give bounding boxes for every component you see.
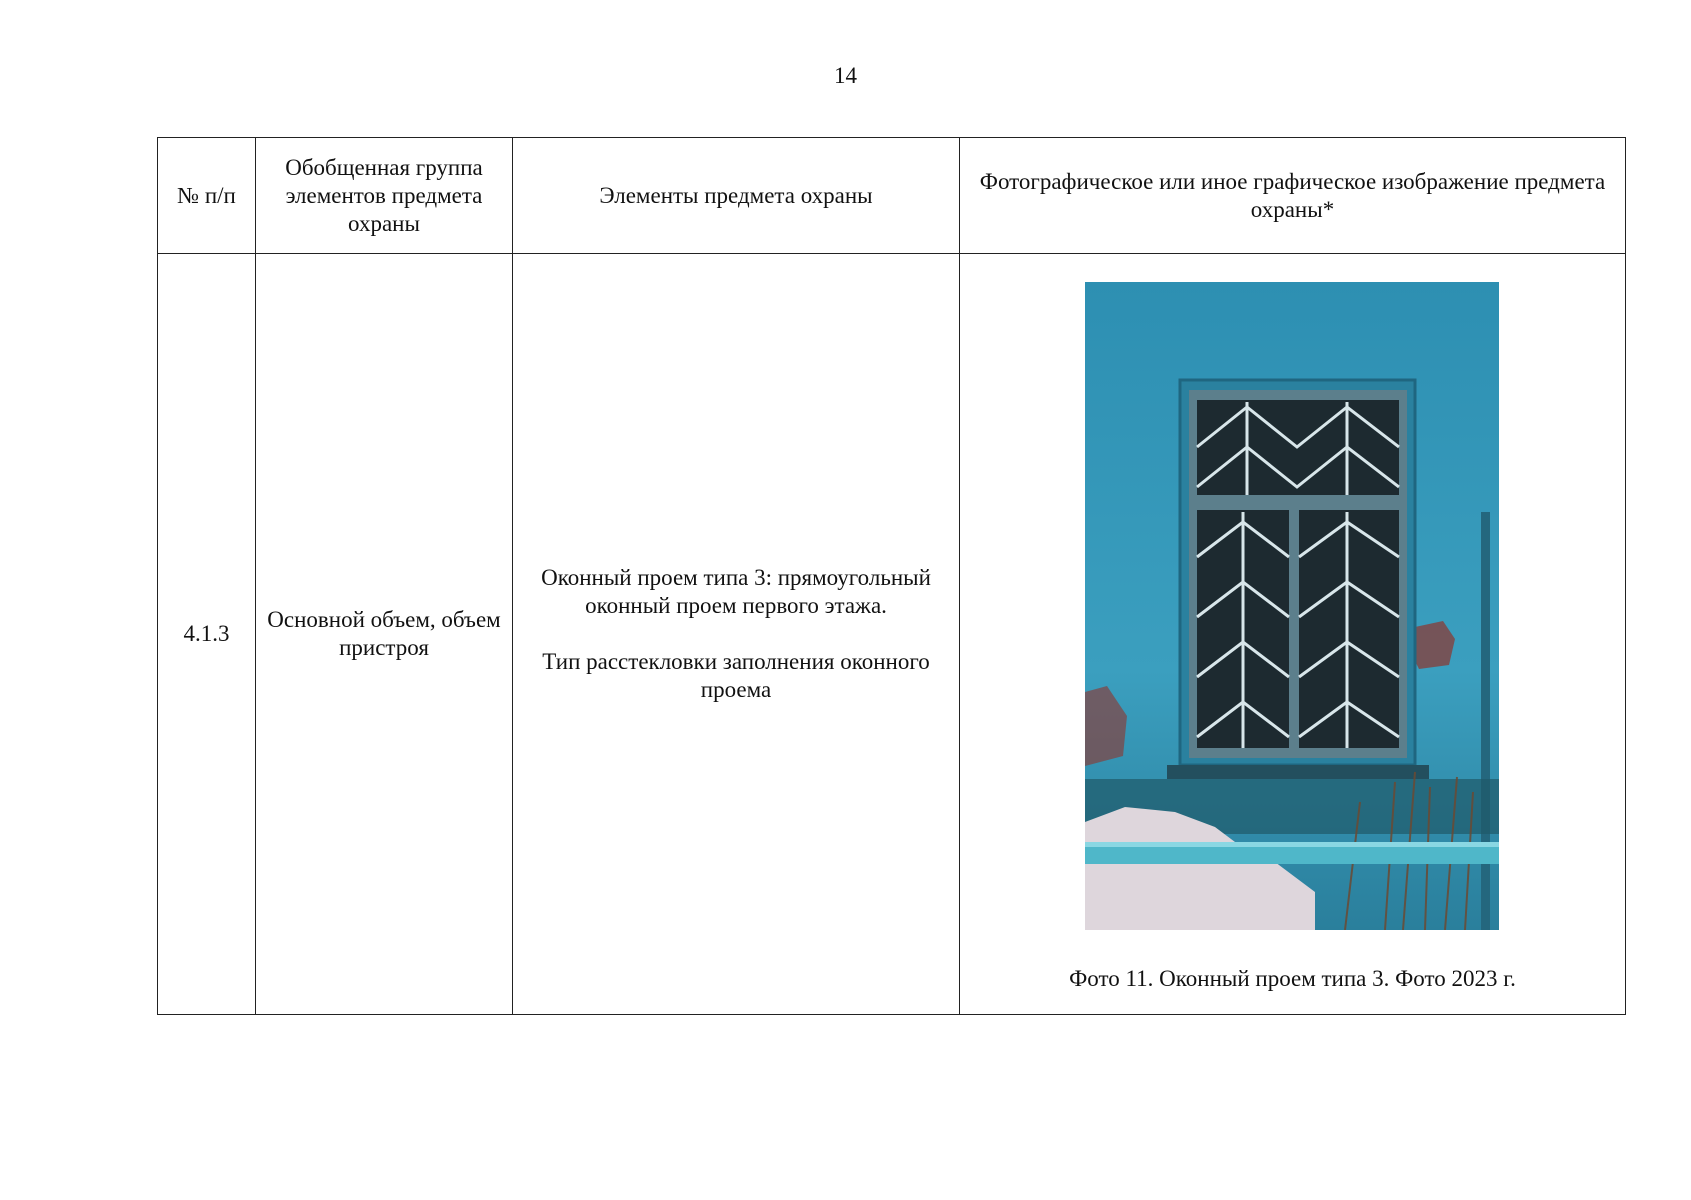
header-number: № п/п xyxy=(158,138,256,254)
window-photo-image xyxy=(1085,282,1499,930)
row-number: 4.1.3 xyxy=(158,254,256,1015)
row-elements xyxy=(513,254,960,1015)
window-photo xyxy=(1085,282,1499,930)
protection-table xyxy=(157,137,1626,1015)
header-photo: Фотографическое или иное графическое изображение предмета охраны* xyxy=(960,138,1626,254)
photo-window-sill xyxy=(1167,765,1429,779)
row-photo-cell xyxy=(960,254,1626,1015)
table-row xyxy=(158,254,1626,1015)
row-elements-line1: Оконный проем типа 3: прямоугольный оконный проем первого этажа. xyxy=(541,565,931,618)
header-group: Обобщенная группа элементов предмета охраны xyxy=(256,138,513,254)
photo-pipe-highlight xyxy=(1085,842,1499,847)
table-header-row xyxy=(158,138,1626,254)
photo-drainpipe xyxy=(1481,512,1490,930)
row-elements-line2: Тип расстекловки заполнения оконного проема xyxy=(542,649,930,702)
page-number: 14 xyxy=(834,63,857,88)
photo-caption: Фото 11. Оконный проем типа 3. Фото 2023 г. xyxy=(1069,966,1516,991)
header-elements: Элементы предмета охраны xyxy=(513,138,960,254)
row-group: Основной объем, объем пристроя xyxy=(256,254,513,1015)
